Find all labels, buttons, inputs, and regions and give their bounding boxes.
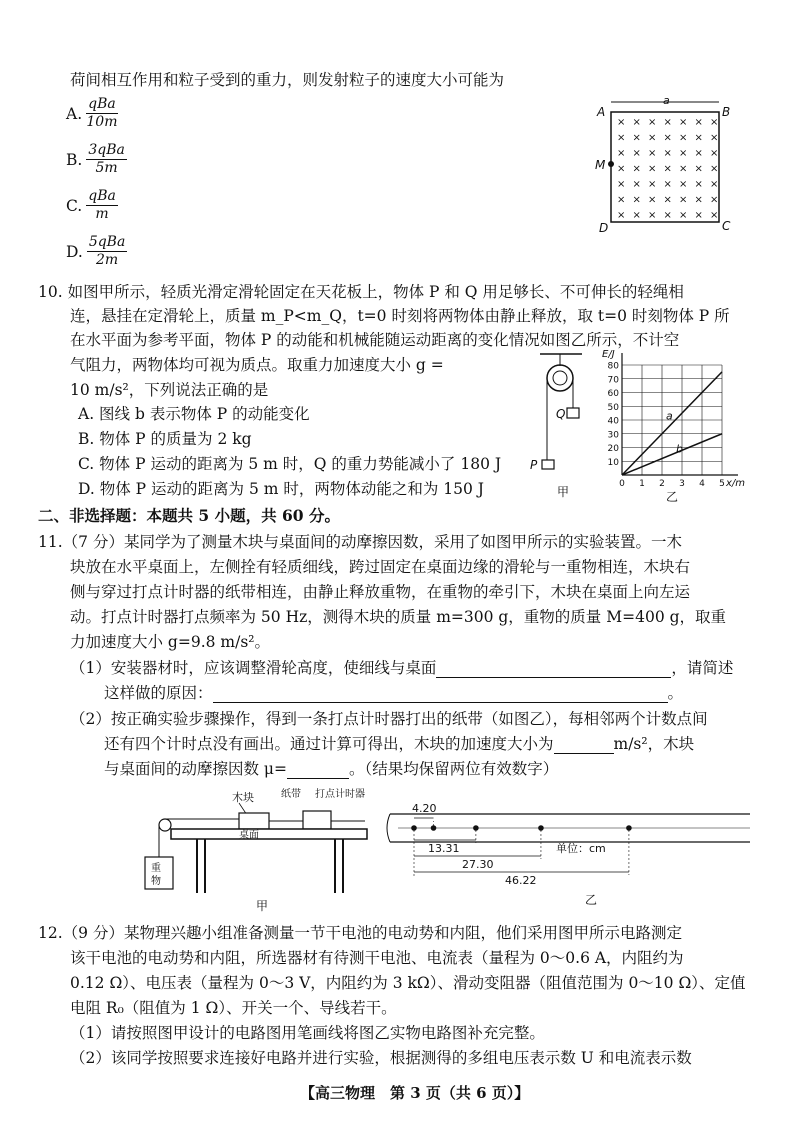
caption-yi: 乙: [585, 893, 598, 907]
count-point: [411, 825, 417, 831]
q11-line-3: 侧与穿过打点计时器的纸带相连，由静止释放重物，在重物的牵引下，木块在桌面上向左运: [70, 583, 691, 601]
x-tick-label: 4: [699, 479, 705, 489]
q9-intro: 荷间相互作用和粒子受到的重力，则发射粒子的速度大小可能为: [70, 71, 505, 89]
field-cross: ×: [617, 210, 626, 221]
field-cross: ×: [648, 210, 657, 221]
y-tick-label: 80: [607, 361, 619, 372]
field-cross: ×: [694, 179, 703, 190]
y-tick-label: 60: [607, 389, 619, 399]
dist-46-22: 46.22: [505, 874, 537, 887]
field-cross: ×: [663, 179, 672, 190]
q9-option-d: D. $\frac{\text{5qBa}}{2m}$: [66, 234, 126, 268]
field-cross: ×: [617, 132, 626, 144]
field-cross: ×: [632, 179, 641, 190]
field-cross: ×: [679, 117, 688, 128]
pulley-wheel: [547, 365, 573, 391]
label-table: 桌面: [239, 830, 259, 841]
field-cross: ×: [617, 117, 626, 128]
label-block: 木块: [232, 791, 254, 804]
q11-apparatus-figure: [135, 785, 375, 905]
field-cross: ×: [694, 210, 703, 221]
x-tick-label: 3: [679, 479, 685, 489]
field-cross: ×: [663, 117, 672, 128]
q10-line-4: 气阻力，两物体均可视为质点。取重力加速度大小 g =: [70, 356, 444, 374]
page-footer: 【高三物理 第 3 页（共 6 页）】: [300, 1084, 530, 1102]
field-cross: ×: [617, 179, 626, 190]
x-tick-label: 5: [719, 479, 725, 489]
field-cross: ×: [663, 210, 672, 221]
q10-energy-chart: [600, 343, 750, 503]
q12-line-3: 0.12 Ω）、电压表（量程为 0～3 V，内阻约为 3 kΩ）、滑动变阻器（阻值范围为 0～10 Ω）、定值: [70, 974, 746, 992]
answer-blank-acceleration[interactable]: [554, 737, 614, 754]
field-cross: ×: [679, 210, 688, 221]
block-q: [567, 408, 579, 418]
field-cross: ×: [632, 117, 641, 128]
x-tick-label: 1: [639, 479, 645, 489]
q11-line-5: 力加速度大小 g=9.8 m/s²。: [70, 633, 271, 651]
q10-line-3: 在水平面为参考平面，物体 P 的动能和机械能随运动距离的变化情况如图乙所示，不计空: [70, 331, 680, 349]
pulley-hub: [553, 371, 567, 385]
y-tick-label: 30: [607, 430, 619, 441]
field-cross: ×: [694, 194, 703, 206]
q11-part-1-line-2: 这样做的原因： 。: [104, 684, 684, 702]
field-cross: ×: [617, 194, 626, 206]
q10-option-b: B. 物体 P 的质量为 2 kg: [78, 430, 252, 448]
q12-line-6: （2）该同学按照要求连接好电路并进行实验，根据测得的多组电压表示数 U 和电流表示数: [70, 1049, 692, 1067]
label-weight-2: 物: [151, 876, 161, 887]
q10-pulley-figure: [520, 350, 600, 500]
label-tape: 纸带: [281, 789, 301, 800]
q10-line-1: 10. 如图甲所示，轻质光滑定滑轮固定在天花板上，物体 P 和 Q 用足够长、不可伸长的轻绳相: [38, 283, 684, 301]
label-p: P: [530, 458, 538, 472]
series-label-a: a: [666, 409, 673, 423]
label-timer: 打点计时器: [315, 789, 365, 800]
field-cross: ×: [710, 210, 719, 221]
series-line-a: [622, 372, 722, 475]
field-cross: ×: [710, 163, 719, 175]
series-line-b: [622, 434, 722, 475]
block-p: [542, 460, 554, 469]
q10-option-c: C. 物体 P 运动的距离为 5 m 时，Q 的重力势能减小了 180 J: [78, 455, 502, 473]
label-B: B: [722, 105, 731, 119]
label-D: D: [599, 221, 609, 235]
section-2-heading: 二、非选择题：本题共 5 小题，共 60 分。: [38, 506, 340, 525]
q11-caption-jia: 甲: [256, 899, 269, 913]
q12-line-2: 该干电池的电动势和内阻，所选器材有待测干电池、电流表（量程为 0～0.6 A，内阻约为: [70, 949, 684, 967]
y-axis-label: E/J: [602, 349, 615, 360]
y-tick-label: 10: [607, 457, 619, 468]
q12-line-4: 电阻 R₀（阻值为 1 Ω）、开关一个、导线若干。: [70, 999, 397, 1017]
field-cross: ×: [679, 132, 688, 144]
label-A: A: [597, 105, 606, 119]
field-cross: ×: [710, 194, 719, 206]
field-cross: ×: [632, 194, 641, 206]
timer: [303, 811, 331, 829]
field-cross: ×: [617, 148, 626, 159]
field-cross: ×: [617, 163, 626, 175]
count-point: [538, 825, 544, 831]
x-tick-label: 0: [619, 479, 625, 489]
field-cross: ×: [663, 194, 672, 206]
x-axis-label: x/m: [726, 478, 746, 489]
q9-option-a: A. $\frac{\text{qBa}}{10m}$: [66, 96, 118, 130]
field-cross: ×: [632, 210, 641, 221]
count-point: [626, 825, 632, 831]
q11-part-1-line-1: （1）安装器材时，应该调整滑轮高度，使细线与桌面 ，请简述: [70, 659, 734, 677]
field-cross: ×: [632, 132, 641, 144]
field-cross: ×: [648, 163, 657, 175]
dist-4-20: 4.20: [412, 802, 437, 815]
field-cross: ×: [632, 163, 641, 175]
label-M: M: [595, 158, 606, 172]
field-cross: ×: [648, 179, 657, 190]
wood-block: [239, 813, 269, 829]
field-cross: ×: [694, 132, 703, 144]
q11-part-2-line-3: 与桌面间的动摩擦因数 μ= 。（结果均保留两位有效数字）: [104, 760, 559, 778]
field-cross: ×: [679, 194, 688, 206]
label-q: Q: [556, 407, 566, 421]
field-cross: ×: [679, 148, 688, 159]
answer-blank-2[interactable]: [213, 686, 668, 703]
field-cross: ×: [679, 179, 688, 190]
q12-line-5: （1）请按照图甲设计的电路图用笔画线将图乙实物电路图补充完整。: [70, 1024, 545, 1042]
field-cross: ×: [632, 148, 641, 159]
q11-line-2: 块放在水平桌面上，左侧拴有轻质细线，跨过固定在桌面边缘的滑轮与一重物相连，木块右: [70, 558, 691, 576]
q11-line-1: 11.（7 分）某同学为了测量木块与桌面间的动摩擦因数，采用了如图甲所示的实验装置。一木: [38, 533, 682, 551]
q10-option-a: A. 图线 b 表示物体 P 的动能变化: [78, 405, 310, 423]
field-cross: ×: [648, 132, 657, 144]
unit-label: 单位：cm: [556, 842, 606, 855]
field-cross: ×: [663, 163, 672, 175]
caption-jia: 甲: [557, 485, 570, 499]
label-weight-1: 重: [151, 863, 161, 874]
field-cross: ×: [694, 148, 703, 159]
q9-option-c: C. $\frac{\text{qBa}}{m}$: [66, 188, 116, 222]
table-top: [171, 829, 367, 839]
x-tick-label: 2: [659, 479, 665, 489]
q10-line-5: 10 m/s²，下列说法正确的是: [70, 381, 269, 399]
label-C: C: [722, 219, 731, 233]
q9-option-b: B. $\frac{\text{3qBa}}{5m}$: [66, 142, 125, 176]
label-a: a: [663, 94, 670, 107]
dist-13-31: 13.31: [428, 842, 460, 855]
q10-line-2: 连，悬挂在定滑轮上，质量 m_P<m_Q，t=0 时刻将两物体由静止释放，取 t=0 时刻物体 P 所: [70, 307, 730, 325]
answer-blank-mu[interactable]: [287, 762, 349, 779]
tape-left-end: [387, 814, 390, 842]
q12-line-1: 12.（9 分）某物理兴趣小组准备测量一节干电池的电动势和内阻，他们采用图甲所示电路测定: [38, 924, 682, 942]
q11-part-2-line-1: （2）按正确实验步骤操作，得到一条打点计时器打出的纸带（如图乙），每相邻两个计数点间: [70, 710, 708, 728]
q11-part-2-line-2: 还有四个计时点没有画出。通过计算可得出，木块的加速度大小为 m/s²，木块: [104, 735, 695, 753]
field-cross: ×: [679, 163, 688, 175]
chart-caption: 乙: [666, 490, 679, 503]
count-point: [473, 825, 479, 831]
q9-field-figure: [595, 92, 740, 237]
answer-blank-1[interactable]: [436, 661, 671, 678]
series-label-b: b: [676, 442, 683, 456]
field-crosses: [617, 117, 718, 221]
field-cross: ×: [710, 132, 719, 144]
q11-tape-figure: [380, 800, 770, 910]
field-cross: ×: [694, 163, 703, 175]
field-cross: ×: [663, 148, 672, 159]
q10-option-d: D. 物体 P 运动的距离为 5 m 时，两物体动能之和为 150 J: [78, 480, 485, 498]
field-cross: ×: [710, 179, 719, 190]
field-cross: ×: [648, 148, 657, 159]
y-tick-label: 70: [607, 375, 619, 386]
field-cross: ×: [710, 148, 719, 159]
pulley: [159, 819, 171, 831]
q11-line-4: 动。打点计时器打点频率为 50 Hz，测得木块的质量 m=300 g，重物的质量 M=400 g，取重: [70, 608, 727, 626]
y-tick-label: 50: [607, 402, 619, 413]
field-cross: ×: [663, 132, 672, 144]
dist-27-30: 27.30: [462, 858, 494, 871]
y-tick-label: 40: [607, 416, 619, 427]
point-m: [608, 161, 614, 167]
field-cross: ×: [710, 117, 719, 128]
field-cross: ×: [648, 117, 657, 128]
y-tick-label: 20: [607, 444, 619, 454]
field-cross: ×: [694, 117, 703, 128]
field-cross: ×: [648, 194, 657, 206]
